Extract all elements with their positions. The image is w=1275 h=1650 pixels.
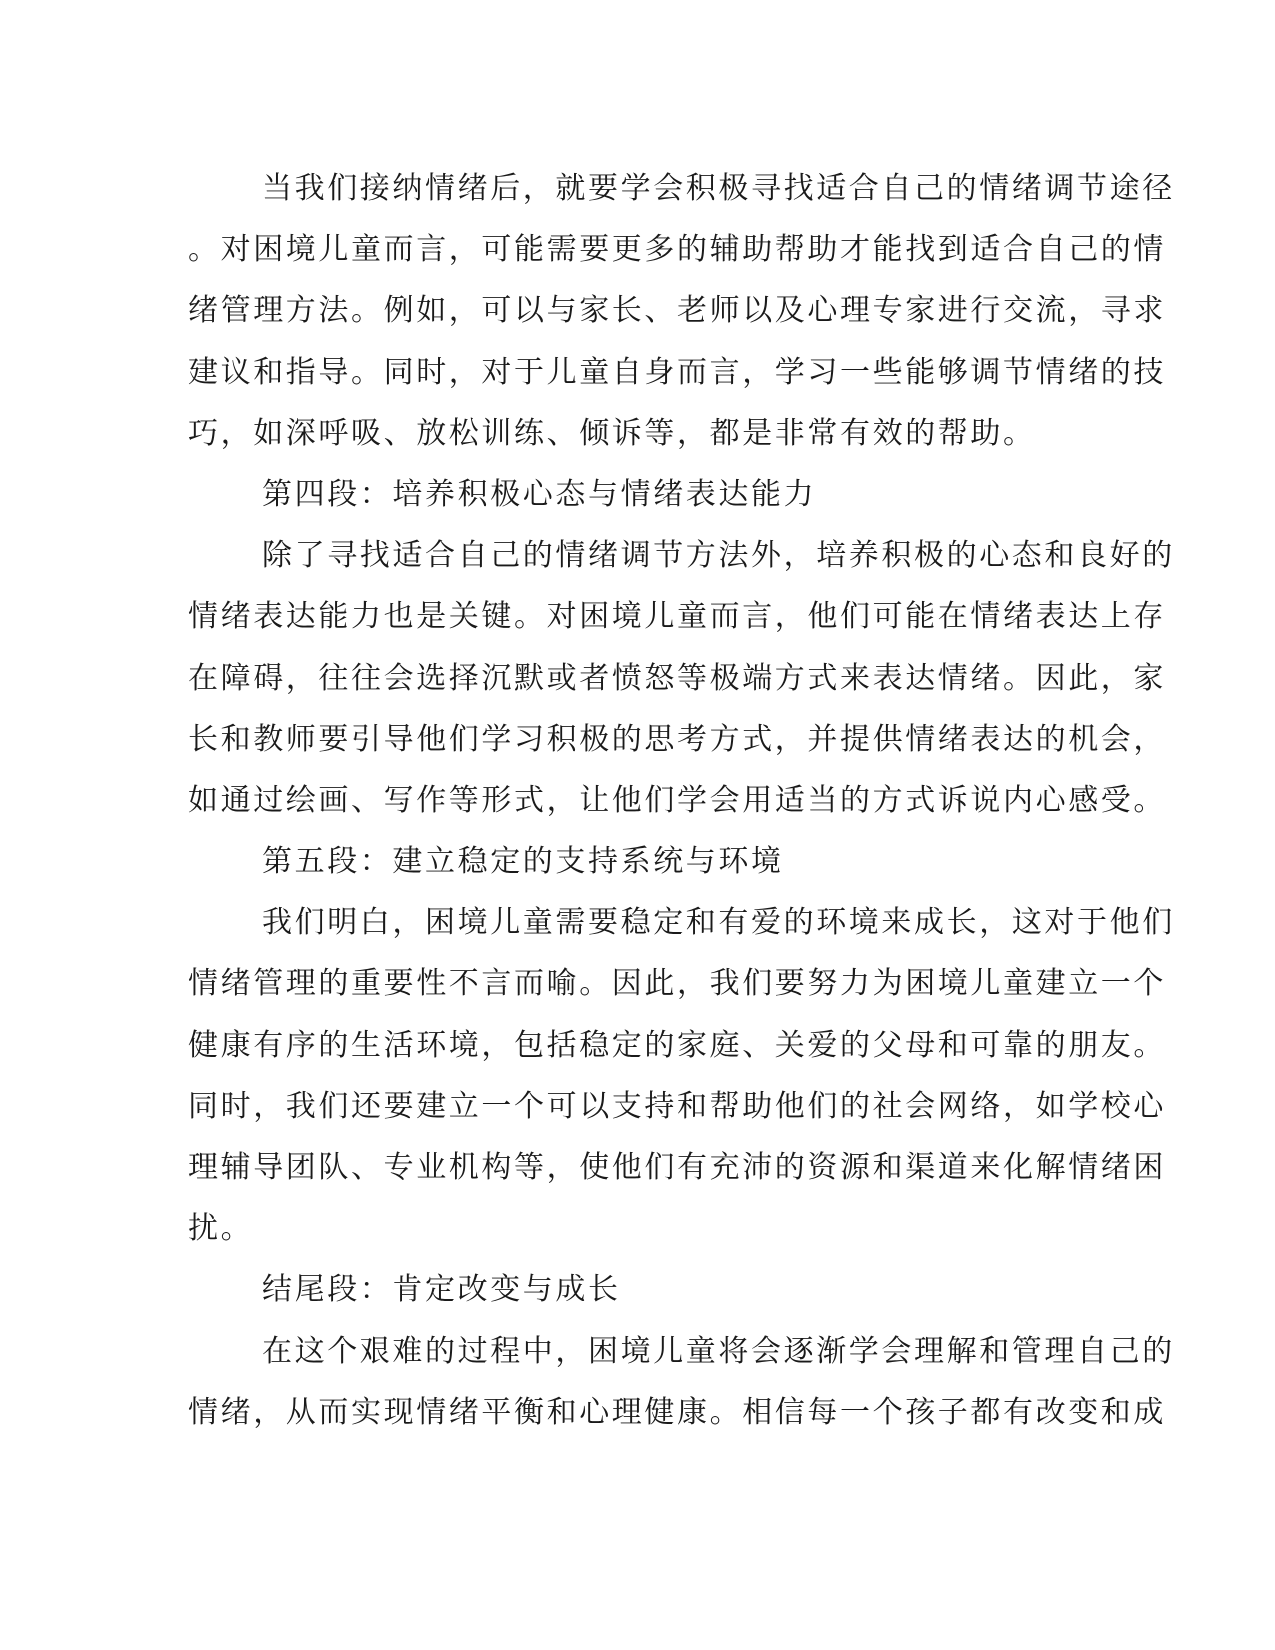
text-line: 情绪管理的重要性不言而喻。因此，我们要努力为困境儿童建立一个 bbox=[188, 966, 1166, 1002]
paragraph-first-line: 结尾段：肯定改变与成长 bbox=[262, 1272, 621, 1308]
text-line: 扰。 bbox=[188, 1211, 254, 1247]
paragraph-first-line: 除了寻找适合自己的情绪调节方法外，培养积极的心态和良好的 bbox=[262, 538, 1175, 574]
text-line: 理辅导团队、专业机构等，使他们有充沛的资源和渠道来化解情绪困 bbox=[188, 1150, 1166, 1185]
paragraph-first-line: 第五段：建立稳定的支持系统与环境 bbox=[262, 844, 784, 880]
text-line: 。对困境儿童而言，可能需要更多的辅助帮助才能找到适合自己的情 bbox=[188, 232, 1166, 268]
text-line: 绪管理方法。例如，可以与家长、老师以及心理专家进行交流，寻求 bbox=[188, 293, 1166, 329]
text-line: 情绪，从而实现情绪平衡和心理健康。相信每一个孩子都有改变和成 bbox=[188, 1394, 1166, 1430]
document-body bbox=[188, 158, 1175, 1443]
text-line: 在障碍，往往会选择沉默或者愤怒等极端方式来表达情绪。因此，家 bbox=[188, 660, 1166, 696]
text-line: 如通过绘画、写作等形式，让他们学会用适当的方式诉说内心感受。 bbox=[188, 782, 1166, 818]
text-line: 长和教师要引导他们学习积极的思考方式，并提供情绪表达的机会， bbox=[188, 721, 1166, 757]
text-line: 健康有序的生活环境，包括稳定的家庭、关爱的父母和可靠的朋友。 bbox=[188, 1027, 1166, 1063]
paragraph-first-line: 我们明白，困境儿童需要稳定和有爱的环境来成长，这对于他们 bbox=[262, 905, 1175, 941]
paragraph-first-line: 当我们接纳情绪后，就要学会积极寻找适合自己的情绪调节途径 bbox=[262, 171, 1175, 206]
text-line: 情绪表达能力也是关键。对困境儿童而言，他们可能在情绪表达上存 bbox=[188, 599, 1166, 635]
text-line: 建议和指导。同时，对于儿童自身而言，学习一些能够调节情绪的技 bbox=[188, 354, 1166, 390]
paragraph-first-line: 在这个艰难的过程中，困境儿童将会逐渐学会理解和管理自己的 bbox=[262, 1333, 1175, 1369]
text-line: 巧，如深呼吸、放松训练、倾诉等，都是非常有效的帮助。 bbox=[188, 415, 1036, 451]
text-line: 同时，我们还要建立一个可以支持和帮助他们的社会网络，如学校心 bbox=[188, 1088, 1166, 1124]
paragraph-first-line: 第四段：培养积极心态与情绪表达能力 bbox=[262, 476, 817, 512]
